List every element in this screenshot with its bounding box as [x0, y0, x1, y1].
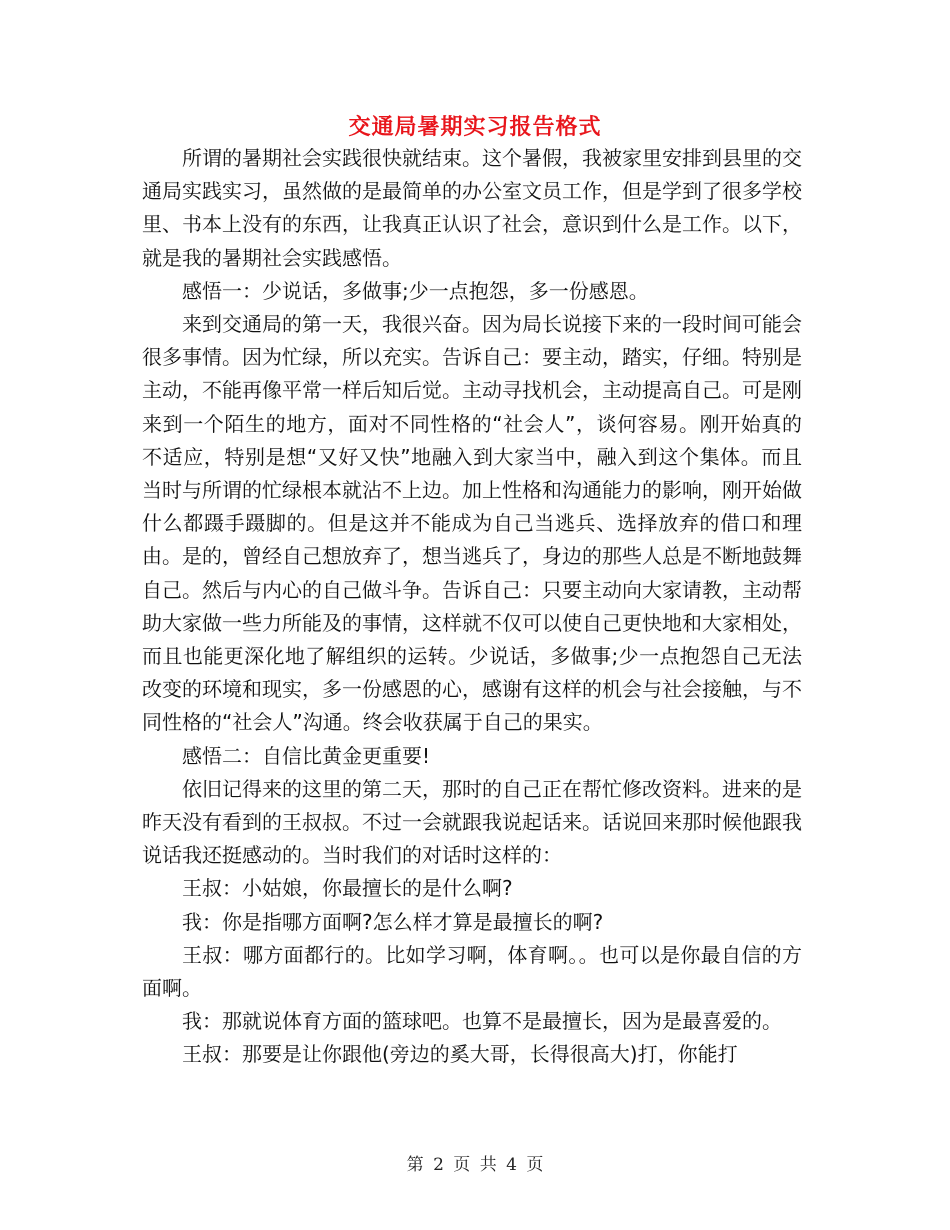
section-heading: 感悟二：自信比黄金更重要!	[182, 743, 431, 768]
dialogue-line: 我：你是指哪方面啊?怎么样才算是最擅长的啊?	[182, 909, 604, 934]
dialogue-line: 王叔：哪方面都行的。比如学习啊，体育啊。。也可以是你最自信的方面啊。	[142, 942, 802, 1001]
paragraph: 来到交通局的第一天，我很兴奋。因为局长说接下来的一段时间可能会很多事情。因为忙绿，所以充实。告诉自己：要主动，踏实，仔细。特别是主动，不能再像平常一样后知后觉。主动寻找机会，主动提高自己。可是刚来到一个陌生的地方，面对不同性格的“社会人”，谈何容易。刚开始真的不适应，特别是想“又好又快”地融入到大家当中，融入到这个集体。而且当时与所谓的忙绿根本就沾不上边。加上性格和沟通能力的影响，刚开始做什么都蹑手蹑脚的。但是这并不能成为自己当逃兵、选择放弃的借口和理由。是的，曾经自己想放弃了，想当逃兵了，身边的那些人总是不断地鼓舞自己。然后与内心的自己做斗争。告诉自己：只要主动向大家请教，主动帮助大家做一些力所能及的事情，这样就不仅可以使自己更快地和大家相处，而且也能更深化地了解组织的运转。少说话，多做事;少一点抱怨自己无法改变的环境和现实，多一份感恩的心，感谢有这样的机会与社会接触，与不同性格的“社会人”沟通。终会收获属于自己的果实。	[142, 312, 802, 735]
paragraph: 所谓的暑期社会实践很快就结束。这个暑假，我被家里安排到县里的交通局实践实习，虽然做的是最简单的办公室文员工作，但是学到了很多学校里、书本上没有的东西，让我真正认识了社会，意识到什么是工作。以下，就是我的暑期社会实践感悟。	[142, 146, 802, 270]
page-number-footer: 第 2 页 共 4 页	[406, 1155, 544, 1175]
document-body	[142, 142, 802, 1072]
dialogue-line: 王叔：小姑娘，你最擅长的是什么啊?	[182, 876, 513, 901]
section-heading: 感悟一：少说话，多做事;少一点抱怨，多一份感恩。	[182, 278, 649, 303]
dialogue-line: 王叔：那要是让你跟他(旁边的奚大哥，长得很高大)打，你能打	[182, 1042, 738, 1067]
document-title: 交通局暑期实习报告格式	[348, 114, 602, 140]
paragraph: 依旧记得来的这里的第二天，那时的自己正在帮忙修改资料。进来的是昨天没有看到的王叔叔。不过一会就跟我说起话来。话说回来那时候他跟我说话我还挺感动的。当时我们的对话时这样的：	[142, 776, 802, 868]
dialogue-line: 我：那就说体育方面的篮球吧。也算不是最擅长，因为是最喜爱的。	[182, 1009, 782, 1034]
